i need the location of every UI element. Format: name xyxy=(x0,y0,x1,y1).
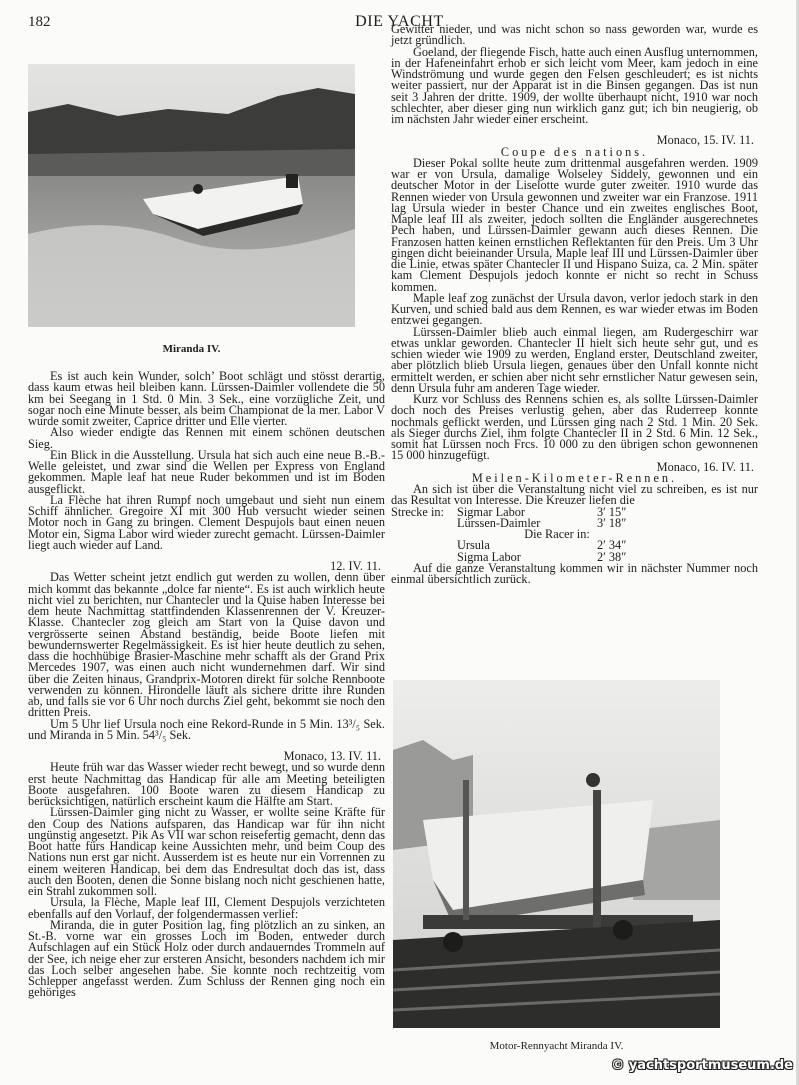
paragraph: Es ist auch kein Wunder, solch’ Boot schlägt und stösst derartig, dass kaum etwas heil bleiben kann. Lürssen-Daimler vollendete die 50 km bei Seegang in 1 Std. 0 Min. 3 Sek., eine vorzügliche Zeit, und sogar noch eine Minute besser, als beim Championat de la mer. Labor V wurde somit zweiter, Caprice dritter und Elle vierter. xyxy=(28,369,385,428)
paragraph: Goeland, der fliegende Fisch, hatte auch einen Ausflug unternommen, in der Hafeneinfahrt erhob er sich leicht vom Meer, kam jedoch in eine Windströmung und wurde gegen den Felsen geschleudert; es ist nichts weiter passiert, nur der Apparat ist in die Binsen gegangen. Das ist nun seit 3 Jahren der dritte. 1909, der wollte überhaupt nicht, 1910 war noch schlechter, aber dieser ging nun wirklich ganz gut; ich bin neugierig, ob im nächsten Jahr wieder einer erscheint. xyxy=(391,44,758,126)
boat-time: 2′ 38″ xyxy=(597,549,627,564)
right-text-column xyxy=(391,24,758,585)
dateline: 12. IV. 11. xyxy=(330,559,381,573)
paragraph: Maple leaf zog zunächst der Ursula davon, verlor jedoch stark in den Kurven, und schied bald aus dem Rennen, es war wieder etwas im Boden entzwei gegangen. xyxy=(391,290,758,328)
photo-miranda-iv-racing xyxy=(28,64,355,327)
dateline: Monaco, 13. IV. 11. xyxy=(283,749,381,763)
left-text-column xyxy=(28,371,385,999)
dateline: Monaco, 15. IV. 11. xyxy=(656,133,754,148)
boat-name: Ursula xyxy=(457,538,490,553)
boat-name: Sigma Labor xyxy=(457,549,521,564)
spacer xyxy=(391,529,457,540)
dateline: Monaco, 16. IV. 11. xyxy=(656,459,754,474)
paragraph: Um 5 Uhr lief Ursula noch eine Rekord-Runde in 5 Min. 13³/₅ Sek. und Miranda in 5 Min. 54³/₅ Sek. xyxy=(28,716,385,742)
paragraph: An sich ist über die Veranstaltung nicht viel zu schreiben, es ist nur das Resultat von Interesse. Die Kreuzer liefen die xyxy=(391,482,758,508)
spacer xyxy=(391,540,457,551)
boat-time: 3′ 18″ xyxy=(597,515,627,530)
boat-time: 2′ 34″ xyxy=(597,538,627,553)
paragraph: Auf die ganze Veranstaltung kommen wir in nächster Nummer noch einmal übersichtlich zurück. xyxy=(391,560,758,586)
paragraph: Ursula, la Flèche, Maple leaf III, Clement Despujols verzichteten ebenfalls auf den Vorlauf, der folgendermassen verlief: xyxy=(28,895,385,921)
paragraph: Das Wetter scheint jetzt endlich gut werden zu wollen, denn über mich kommt das bekannte „dolce far niente“. Es ist auch wirklich heute nicht viel zu berichten, nur Chantecler und la Quise haben Interesse bei dem heute Nachmittag stattfindenden Klassenrennen der V. Kreuzer-Klasse. Chantecler zog gleich am Start von la Quise davon und vergrösserte seinen Abstand beständig, beide Boote liefen mit bewundernswerter Regelmässigkeit. Es ist hier heute deutlich zu sehen, dass die hochhübige Brasier-Maschine mehr schafft als der Grand Prix Mercedes 1907, was einen auch nicht wundernehmen darf. Wir sind über die Zeiten hinaus, Grandprix-Motoren direkt für solche Rennboote verwenden zu können. Hirondelle läuft als sichere dritte ihre Runden ab, und falls sie vor 6 Uhr noch durchs Ziel geht, bekommt sie noch den dritten Preis. xyxy=(28,570,385,720)
paragraph: Lürssen-Daimler ging nicht zu Wasser, er wollte seine Kräfte für den Coup des Nations aufsparen, das Handicap war für ihn nicht ungünstig angesetzt. Pik As VII war schon reisefertig gemacht, denn das Boot hatte fürs Handicap keine Aussichten mehr, und beim Coup des Nations nun erst gar nicht. Ausserdem ist es heute nur ein Vorrennen zu einem weiteren Handicap, bei dem das Endresultat doch das ist, dass auch den Booten, denen die Sonne bislang noch nicht geschienen hatte, ein Strahl zukommen soll. xyxy=(28,805,385,898)
paragraph: Lürssen-Daimler blieb auch einmal liegen, am Rudergeschirr war etwas unklar geworden. Chantecler II hielt sich heute sehr gut, und es schien wieder wie 1909 zu werden, England erster, Deutschland zweiter, aber plötzlich blieb Ursula liegen, genaues über den Unfall konnte nicht ermittelt werden, er schien aber nicht sehr ernstlicher Natur gewesen sein, denn Ursula fuhr am anderen Tage wieder. xyxy=(391,324,758,395)
paragraph: Heute früh war das Wasser wieder recht bewegt, und so wurde denn erst heute Nachmittag das Handicap für alle am Meeting beteiligten Boote ausgefahren. 100 Boote waren zu diesem Handicap zu berücksichtigen, natürlich erscheint kaum die Hälfte am Start. xyxy=(28,760,385,808)
paragraph: Gewitter nieder, und was nicht schon so nass geworden war, wurde es jetzt gründlich. xyxy=(391,22,758,48)
journal-title: DIE YACHT xyxy=(355,13,444,30)
boat-name: Sigmar Labor xyxy=(457,504,525,519)
boat-name: Lürssen-Daimler xyxy=(457,515,541,530)
spacer xyxy=(391,518,457,529)
boat-time: 3′ 15″ xyxy=(597,504,627,519)
paragraph: Also wieder endigte das Rennen mit einem schönen deutschen Sieg. xyxy=(28,425,385,451)
table-lead: Strecke in: xyxy=(391,504,444,519)
paragraph: La Flèche hat ihren Rumpf noch umgebaut und sieht nun einem Schiff ähnlicher. Gregoire XI mit 300 Hub versucht wieder seinen Motor noch in Gang zu bringen. Clement Despujols baut einen neuen Motor ein, Sigma Labor wird wieder zurecht gemacht. Lürssen-Daimler liegt auch wieder auf Land. xyxy=(28,492,385,552)
section-heading: Meilen-Kilometer-Rennen. xyxy=(471,470,678,485)
watermark: © yachtsportmuseum.de xyxy=(611,1058,793,1073)
figure-caption: Miranda IV. xyxy=(162,343,221,355)
figure-caption: Motor-Rennyacht Miranda IV. xyxy=(489,1040,624,1052)
paragraph: Miranda, die in guter Position lag, fing plötzlich an zu sinken, an St.-B. vorne war ein grosses Loch im Boden, entweder durch Aufschlagen auf ein Stück Holz oder durch andauerndes Trommeln auf der See, ich neige eher zur ersteren Ansicht, besonders nachdem ich mir das Loch selber angesehen habe. Sie konnte noch rechtzeitig vom Schlepper angefasst werden. Zum Schluss der Rennen ging noch ein gehöriges xyxy=(28,917,385,1000)
section-heading: Coupe des nations. xyxy=(500,144,649,159)
page-number: 182 xyxy=(28,14,51,30)
photo-miranda-iv-on-cradle xyxy=(393,680,720,1028)
paragraph: Ein Blick in die Ausstellung. Ursula hat sich auch eine neue B.-B.-Welle geleistet, und zwar sind die Wellen per Express von England gekommen. Maple leaf hat neue Ruder bekommen und ist im Boden ausgeflickt. xyxy=(28,447,385,496)
paragraph: Dieser Pokal sollte heute zum drittenmal ausgefahren werden. 1909 war er von Ursula, damalige Wolseley Siddely, gewonnen und ein deutscher Motor in der Liselotte wurde guter zweiter. 1910 wurde das Rennen wieder von Ursula gewonnen und zweiter war ein Franzose. 1911 lag Ursula wieder in bester Chance und ein zweites englisches Boot, Maple leaf III als zweiter, jedoch sollten die Engländer ausgerechnetes Pech haben, und Lürssen-Daimler gewann auch dieses Rennen. Die Franzosen hatten keinen ernstlichen Reflektanten für den Preis. Um 3 Uhr gingen dicht beieinander Ursula, Maple leaf III und Lürssen-Daimler über die Linie, etwas später Chantecler II und Hispano Suiza, ca. 2 Min. später kam Clement Despujols jedoch konnte er nicht so recht in Schuss kommen. xyxy=(391,155,758,294)
paragraph: Kurz vor Schluss des Rennens schien es, als sollte Lürssen-Daimler doch noch des Preises verlustig gehen, aber das Ruderreep konnte nochmals geflickt werden, und Lürssen ging nach 2 Std. 1 Min. 20 Sek. als Sieger durchs Ziel, ihm folgte Chantecler II in 2 Std. 6 Min. 12 Sek., somit hat Lürssen noch Frcs. 10 000 zu den übrigen schon gewonnenen 15 000 hinzugefügt. xyxy=(391,392,758,463)
table-subheading: Die Racer in: xyxy=(524,527,590,541)
results-table xyxy=(391,504,758,564)
